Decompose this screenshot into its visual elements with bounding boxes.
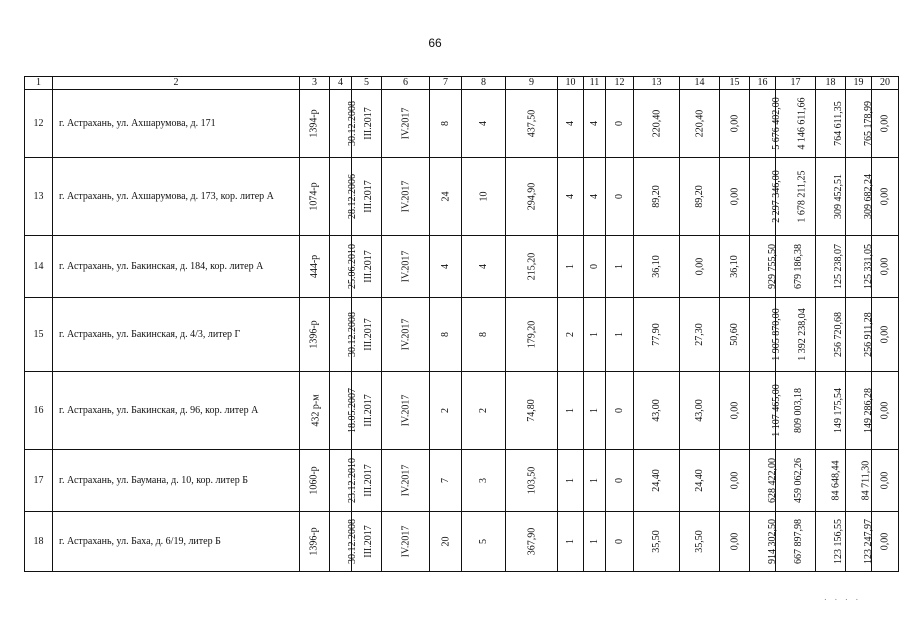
address-cell: г. Астрахань, ул. Бакинская, д. 96, кор. литер А: [53, 372, 300, 450]
address-cell: г. Астрахань, ул. Баумана, д. 10, кор. литер Б: [53, 450, 300, 512]
cell-c14: [680, 298, 720, 372]
address-cell: г. Астрахань, ул. Баха, д. 6/19, литер Б: [53, 512, 300, 572]
cell-c13: [634, 158, 680, 236]
cell-value: 679 186,38: [793, 244, 804, 289]
cell-value: 20: [440, 536, 451, 547]
cell-c14: [680, 236, 720, 298]
cell-value: 149 175,54: [833, 388, 844, 433]
cell-c8: [462, 512, 506, 572]
cell-c12: [606, 298, 634, 372]
cell-value: 103,50: [526, 466, 537, 495]
cell-value: IV.2017: [399, 180, 411, 213]
row-number: 12: [25, 90, 53, 158]
cell-value: 1: [565, 264, 576, 269]
cell-c14: [680, 372, 720, 450]
cell-c15: [720, 236, 750, 298]
cell-value: 43,00: [651, 399, 662, 422]
cell-c4: [330, 236, 358, 298]
cell-c4: [330, 298, 358, 372]
cell-value: 8: [478, 332, 489, 337]
cell-value: 4: [589, 194, 600, 199]
cell-c16: [750, 450, 776, 512]
row-number: 13: [25, 158, 53, 236]
cell-value: 1: [614, 332, 625, 337]
cell-c4: [330, 90, 358, 158]
header-col-2: 2: [53, 77, 300, 90]
cell-c18: [816, 158, 846, 236]
cell-value: 179,20: [526, 320, 537, 349]
cell-c6: [382, 90, 430, 158]
table-row: [25, 372, 899, 450]
cell-value: III.2017: [362, 180, 374, 213]
table-row: [25, 298, 899, 372]
cell-c10: [558, 236, 584, 298]
cell-c9: [506, 450, 558, 512]
table-row: [25, 236, 899, 298]
cell-value: 294,90: [526, 182, 537, 211]
cell-value: 5 676 402,00: [770, 97, 782, 150]
cell-c3: [300, 236, 330, 298]
cell-c7: [430, 158, 462, 236]
cell-c8: [462, 298, 506, 372]
cell-value: 0,00: [729, 532, 740, 551]
cell-value: 1 107 465,00: [770, 384, 782, 437]
cell-c3: [300, 512, 330, 572]
cell-c9: [506, 236, 558, 298]
header-col-11: 11: [584, 77, 606, 90]
header-col-18: 18: [816, 77, 846, 90]
cell-c19: [846, 298, 872, 372]
cell-c16: [750, 90, 782, 158]
header-col-16: 16: [750, 77, 776, 90]
cell-c18: [816, 372, 846, 450]
cell-value: 4: [478, 121, 489, 126]
cell-value: 10: [478, 191, 489, 202]
header-col-8: 8: [462, 77, 506, 90]
cell-value: III.2017: [362, 250, 374, 283]
cell-value: 0,00: [879, 114, 891, 133]
cell-value: 0,00: [729, 187, 740, 206]
cell-value: 18.05.2007: [347, 388, 358, 433]
cell-value: 628 422,00: [767, 458, 778, 503]
cell-c11: [584, 372, 606, 450]
header-col-1: 1: [25, 77, 53, 90]
cell-value: 1: [589, 539, 600, 544]
cell-value: 36,10: [651, 255, 662, 278]
cell-c14: [680, 512, 720, 572]
cell-c15: [720, 372, 750, 450]
cell-c13: [634, 512, 680, 572]
cell-c6: [382, 158, 430, 236]
cell-value: IV.2017: [399, 250, 411, 283]
cell-c4: [330, 372, 358, 450]
header-col-5: 5: [352, 77, 382, 90]
cell-value: III.2017: [362, 394, 374, 427]
cell-c19: [846, 90, 872, 158]
cell-c6: [382, 298, 430, 372]
cell-c20: [872, 512, 899, 572]
cell-c15: [720, 90, 750, 158]
scan-artifact: . . . .: [824, 592, 861, 602]
cell-c11: [584, 158, 606, 236]
cell-c18: [816, 90, 846, 158]
table-row: [25, 158, 899, 236]
cell-c11: [584, 298, 606, 372]
cell-value: 215,20: [526, 252, 537, 281]
cell-c9: [506, 298, 558, 372]
cell-c3: [300, 372, 330, 450]
cell-value: 36,10: [729, 255, 740, 278]
cell-value: 84 711,30: [860, 460, 872, 501]
cell-c10: [558, 158, 584, 236]
page-number: 66: [428, 36, 442, 50]
cell-value: 256 911,28: [862, 312, 874, 357]
cell-c12: [606, 512, 634, 572]
header-col-20: 20: [872, 77, 899, 90]
cell-c6: [382, 512, 430, 572]
cell-c12: [606, 236, 634, 298]
cell-value: 1: [565, 408, 576, 413]
cell-value: 27,30: [694, 323, 705, 346]
cell-value: 1 392 238,04: [796, 308, 808, 361]
cell-value: 256 720,68: [833, 312, 844, 357]
cell-value: 4: [565, 121, 576, 126]
cell-value: 0,00: [729, 471, 740, 490]
header-col-15: 15: [720, 77, 750, 90]
header-col-9: 9: [506, 77, 558, 90]
cell-value: 2: [478, 408, 489, 413]
cell-value: III.2017: [362, 464, 374, 497]
cell-c17: [776, 236, 816, 298]
cell-value: IV.2017: [399, 525, 411, 558]
cell-c10: [558, 298, 584, 372]
cell-value: 432 р-м: [310, 394, 322, 427]
cell-value: 77,90: [651, 323, 662, 346]
cell-value: 125 331,05: [863, 244, 874, 289]
cell-value: 84 648,44: [830, 460, 842, 501]
cell-c13: [634, 372, 680, 450]
cell-value: 1: [589, 408, 600, 413]
row-number: 18: [25, 512, 53, 572]
cell-c8: [462, 372, 506, 450]
cell-value: 0,00: [879, 532, 891, 551]
cell-c15: [720, 512, 750, 572]
cell-value: III.2017: [362, 525, 374, 558]
table-row: [25, 450, 899, 512]
cell-c15: [720, 450, 750, 512]
header-col-17: 17: [776, 77, 816, 90]
cell-c19: [846, 236, 872, 298]
cell-value: IV.2017: [399, 464, 411, 497]
cell-value: 809 003,18: [793, 388, 804, 433]
header-col-7: 7: [430, 77, 462, 90]
cell-c3: [300, 450, 330, 512]
cell-value: 4: [589, 121, 600, 126]
cell-value: III.2017: [362, 318, 374, 351]
cell-c9: [506, 512, 558, 572]
cell-c20: [872, 158, 899, 236]
cell-c3: [300, 158, 330, 236]
cell-value: 929 755,50: [767, 244, 778, 289]
cell-value: 123 156,55: [833, 519, 844, 564]
cell-value: IV.2017: [399, 394, 411, 427]
cell-c14: [680, 450, 720, 512]
cell-value: 23.12.2010: [347, 458, 358, 503]
cell-c7: [430, 236, 462, 298]
cell-c15: [720, 158, 750, 236]
table-row: [25, 90, 899, 158]
cell-c4: [330, 450, 358, 512]
header-col-3: 3: [300, 77, 330, 90]
cell-value: 0,00: [694, 257, 705, 276]
cell-c8: [462, 236, 506, 298]
cell-value: 0: [589, 264, 600, 269]
cell-c13: [634, 236, 680, 298]
cell-c19: [846, 450, 872, 512]
cell-value: 0,00: [729, 114, 740, 133]
cell-c12: [606, 90, 634, 158]
cell-c16: [750, 298, 782, 372]
cell-c10: [558, 372, 584, 450]
header-col-14: 14: [680, 77, 720, 90]
cell-value: 1: [589, 478, 600, 483]
cell-c8: [462, 450, 506, 512]
cell-value: 1074-р: [309, 182, 320, 211]
cell-value: 0,00: [879, 471, 891, 490]
cell-value: 914 302,50: [767, 519, 778, 564]
cell-value: 30.12.2008: [347, 312, 358, 357]
cell-value: 0: [614, 194, 625, 199]
cell-c12: [606, 158, 634, 236]
cell-value: 24: [440, 191, 451, 202]
cell-c18: [816, 450, 846, 512]
cell-c7: [430, 298, 462, 372]
cell-value: 43,00: [694, 399, 705, 422]
address-cell: г. Астрахань, ул. Бакинская, д. 184, кор. литер А: [53, 236, 300, 298]
cell-c4: [330, 158, 358, 236]
cell-c7: [430, 90, 462, 158]
cell-value: 30.12.2008: [347, 101, 358, 146]
cell-value: 0,00: [879, 325, 891, 344]
cell-value: 89,20: [651, 185, 662, 208]
cell-value: 1: [589, 332, 600, 337]
cell-c18: [816, 512, 846, 572]
cell-c20: [872, 298, 899, 372]
cell-value: III.2017: [362, 107, 374, 140]
cell-c13: [634, 90, 680, 158]
cell-c12: [606, 450, 634, 512]
header-col-13: 13: [634, 77, 680, 90]
cell-value: 8: [440, 121, 451, 126]
cell-value: 125 238,07: [833, 244, 844, 289]
header-row: [25, 77, 899, 90]
cell-value: 0: [614, 408, 625, 413]
cell-value: 4: [565, 194, 576, 199]
cell-value: 1 905 870,00: [770, 308, 782, 361]
cell-value: 1: [614, 264, 625, 269]
cell-value: 2: [565, 332, 576, 337]
cell-c16: [750, 372, 782, 450]
header-col-4: 4: [330, 77, 352, 90]
cell-value: 367,90: [526, 527, 537, 556]
cell-c17: [776, 450, 816, 512]
cell-value: 0: [614, 121, 625, 126]
row-number: 15: [25, 298, 53, 372]
cell-value: 765 178,99: [863, 101, 874, 146]
cell-value: 0,00: [879, 187, 891, 206]
cell-value: IV.2017: [399, 107, 411, 140]
cell-value: 123 247,97: [863, 519, 874, 564]
cell-value: 1 678 211,25: [796, 170, 808, 223]
cell-value: 1: [565, 539, 576, 544]
cell-c10: [558, 512, 584, 572]
cell-value: 3: [478, 478, 489, 483]
cell-c20: [872, 236, 899, 298]
cell-value: 1: [565, 478, 576, 483]
cell-value: 0: [614, 539, 625, 544]
cell-c18: [816, 298, 846, 372]
cell-c11: [584, 236, 606, 298]
cell-c20: [872, 90, 899, 158]
table-row: [25, 512, 899, 572]
cell-value: 0,00: [879, 401, 891, 420]
cell-c16: [750, 512, 776, 572]
cell-c16: [750, 236, 776, 298]
cell-value: 35,50: [651, 530, 662, 553]
cell-value: IV.2017: [399, 318, 411, 351]
cell-value: 0: [614, 478, 625, 483]
cell-c7: [430, 450, 462, 512]
cell-value: 4 146 611,66: [796, 97, 808, 150]
cell-c14: [680, 158, 720, 236]
cell-value: 1394-р: [309, 109, 320, 138]
cell-value: 667 897,98: [793, 519, 804, 564]
cell-c7: [430, 372, 462, 450]
cell-value: 220,40: [694, 109, 705, 138]
cell-c6: [382, 372, 430, 450]
cell-c3: [300, 298, 330, 372]
header-col-10: 10: [558, 77, 584, 90]
cell-value: 309 452,51: [833, 174, 844, 219]
header-col-12: 12: [606, 77, 634, 90]
cell-value: 2 297 346,00: [770, 170, 782, 223]
cell-value: 50,60: [729, 323, 740, 346]
header-col-19: 19: [846, 77, 872, 90]
cell-c19: [846, 158, 872, 236]
cell-value: 1396-р: [309, 527, 320, 556]
cell-value: 1060-р: [309, 466, 320, 495]
cell-c11: [584, 90, 606, 158]
cell-value: 0,00: [729, 401, 740, 420]
cell-c15: [720, 298, 750, 372]
cell-value: 459 062,26: [793, 458, 804, 503]
cell-value: 0,00: [879, 257, 891, 276]
cell-value: 220,40: [651, 109, 662, 138]
cell-value: 24,40: [651, 469, 662, 492]
cell-c6: [382, 236, 430, 298]
cell-value: 8: [440, 332, 451, 337]
cell-c10: [558, 450, 584, 512]
address-cell: г. Астрахань, ул. Ахшарумова, д. 171: [53, 90, 300, 158]
row-number: 14: [25, 236, 53, 298]
cell-c16: [750, 158, 782, 236]
address-cell: г. Астрахань, ул. Ахшарумова, д. 173, кор. литер А: [53, 158, 300, 236]
cell-value: 28.12.2006: [347, 174, 358, 219]
cell-c13: [634, 298, 680, 372]
cell-c13: [634, 450, 680, 512]
cell-c8: [462, 158, 506, 236]
row-number: 16: [25, 372, 53, 450]
cell-c19: [846, 512, 872, 572]
cell-c8: [462, 90, 506, 158]
cell-c7: [430, 512, 462, 572]
cell-c9: [506, 372, 558, 450]
cell-value: 30.12.2008: [347, 519, 358, 564]
cell-value: 444-р: [309, 254, 320, 279]
cell-c20: [872, 372, 899, 450]
cell-c20: [872, 450, 899, 512]
cell-value: 4: [478, 264, 489, 269]
cell-value: 4: [440, 264, 451, 269]
header-col-6: 6: [382, 77, 430, 90]
cell-value: 1396-р: [309, 320, 320, 349]
cell-value: 74,80: [526, 399, 537, 422]
cell-value: 89,20: [694, 185, 705, 208]
cell-value: 764 611,35: [832, 101, 844, 146]
cell-value: 149 286,28: [863, 388, 874, 433]
cell-c11: [584, 512, 606, 572]
cell-c19: [846, 372, 872, 450]
row-number: 17: [25, 450, 53, 512]
cell-c9: [506, 90, 558, 158]
register-table: [24, 76, 899, 572]
cell-value: 437,50: [526, 109, 537, 138]
cell-value: 24,40: [694, 469, 705, 492]
cell-c10: [558, 90, 584, 158]
cell-c4: [330, 512, 358, 572]
cell-c12: [606, 372, 634, 450]
cell-value: 2: [440, 408, 451, 413]
cell-c18: [816, 236, 846, 298]
cell-value: 309 682,24: [863, 174, 874, 219]
cell-c9: [506, 158, 558, 236]
cell-c6: [382, 450, 430, 512]
cell-c3: [300, 90, 330, 158]
cell-c14: [680, 90, 720, 158]
cell-value: 25.06.2010: [347, 244, 358, 289]
cell-c17: [776, 512, 816, 572]
cell-c11: [584, 450, 606, 512]
address-cell: г. Астрахань, ул. Бакинская, д. 4/3, литер Г: [53, 298, 300, 372]
cell-value: 5: [478, 539, 489, 544]
cell-value: 35,50: [694, 530, 705, 553]
cell-value: 7: [440, 478, 451, 483]
